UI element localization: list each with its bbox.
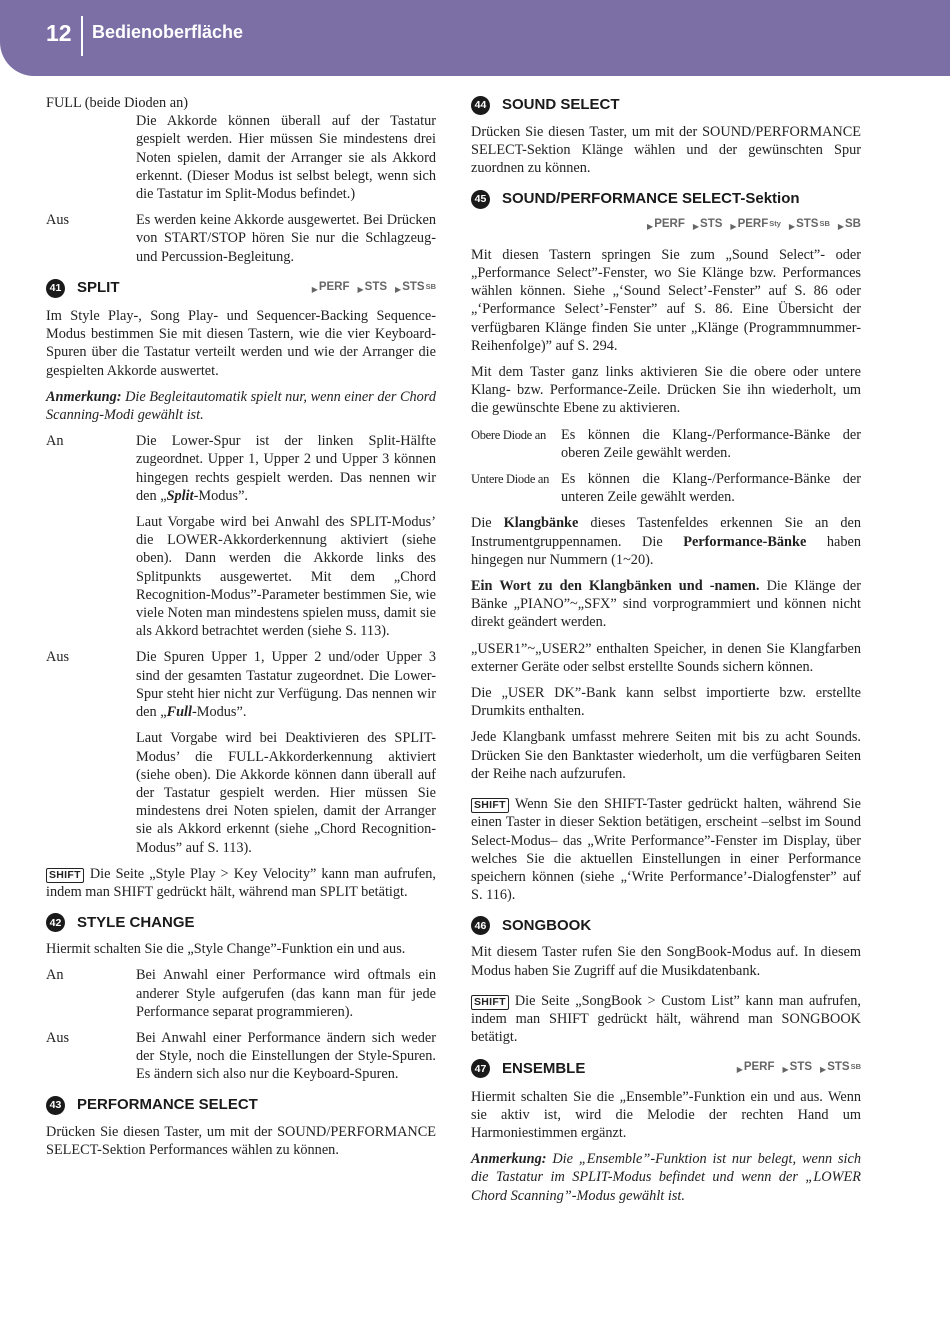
section-number-badge: 47: [471, 1059, 490, 1078]
definition-description: Die Lower-Spur ist der linken Split-Hälfte zugeordnet. Upper 1, Upper 2 und Upper 3 können hingegen rechts gespielt werden. Das nennen wir den „Split-Modus”. Laut Vorgabe wird bei Anwahl des SPLIT-Modus’ die LOWER-Akkorderkennung aktiviert (siehe oben). Dann werden die Akkorde links des Splitpunkts ausgewertet. Mit dem „Chord Recognition-Modus”-Parameter bestimmen Sie, wie viele Noten man mindestens spielen muss, damit sie als Akkord betrachtet werden (siehe S. 113).: [136, 433, 436, 640]
ein-wort-paragraph: Ein Wort zu den Klangbänken und -namen. Die Klänge der Bänke „PIANO”~„SFX” sind vorprogrammiert und können nicht direkt geändert werden.: [471, 578, 862, 631]
shift-key-icon: SHIFT: [471, 798, 509, 813]
definition-term: An: [46, 967, 64, 984]
sound-select-paragraph: Drücken Sie diesen Taster, um mit der SOUND/PERFORMANCE SELECT-Sektion Klänge wählen und der gewünschten Spur zuordnen zu können.: [471, 124, 861, 177]
section-title: SOUND/PERFORMANCE SELECT-Sektion: [502, 190, 800, 207]
shift-key-icon: SHIFT: [471, 995, 509, 1010]
sound-performance-shift-tip: SHIFT Wenn Sie den SHIFT-Taster gedrückt halten, während Sie einen Taster in dieser Sektion betätigen, erscheint –selbst im Sound Select-Modus– das „Write Performance”-Fenster im Display, über welches Sie die aktuellen Einstellungen in einer Performance speichern können (siehe „‘Write Performance’-Dialogfenster” auf S. 116).: [471, 796, 861, 904]
section-number-badge: 43: [46, 1096, 65, 1115]
section-number-badge: 45: [471, 190, 490, 209]
definition-aus-split: [46, 648, 436, 856]
definition-term: Aus: [46, 1029, 70, 1046]
songbook-paragraph: Mit diesem Taster rufen Sie den SongBook-Modus auf. In diesem Modus haben Sie Zugriff auf die Musikdatenbank.: [471, 944, 861, 979]
mode-sts-sb: ▶ STS SB: [789, 215, 830, 236]
triangle-icon: ▶: [647, 221, 654, 231]
section-number-badge: 42: [46, 913, 65, 932]
section-sound-performance-heading: [471, 190, 861, 209]
definition-untere-diode: [471, 470, 861, 506]
mode-sts: ▶ STS: [783, 1058, 813, 1079]
definition-description: Die Spuren Upper 1, Upper 2 und/oder Upper 3 sind der gesamten Tastatur zugeordnet. Die Lower-Spur steht hier nicht zur Verfügung. Das nennen wir den „Full-Modus”. Laut Vorgabe wird bei Deaktivieren des SPLIT-Modus’ die FULL-Akkorderkennung aktiviert (siehe oben). Die Akkorde können dann überall auf der Tastatur gespielt werden. Hier müssen Sie mindestens drei Noten spielen, damit der Arranger sie als Akkord erkennt (siehe „Chord Recognition-Modus” auf S. 113).: [136, 649, 436, 856]
section-style-change-heading: [46, 913, 436, 932]
page-number: 12: [46, 20, 72, 46]
triangle-icon: ▶: [357, 284, 364, 294]
page-header: [0, 0, 950, 76]
split-paragraph: Im Style Play-, Song Play- und Sequencer-Backing Sequence-Modus bestimmen Sie mit diesen Tastern, wie die vier Keyboard-Spuren über die Tastatur verteilt werden und wie der Arranger die gespielten Akkorde auswertet.: [46, 308, 436, 379]
mode-sts-sb: ▶ STS SB: [820, 1058, 861, 1079]
definition-description: Bei Anwahl einer Performance ändern sich weder der Style, noch die Einstellungen der Style-Spuren. Es ändern sich also nur die Keyboard-Spuren.: [136, 1029, 436, 1083]
definition-style-an: [46, 966, 436, 1021]
triangle-icon: ▶: [820, 1065, 827, 1075]
definition-obere-diode: [471, 426, 861, 462]
section-title: SONGBOOK: [502, 916, 592, 934]
section-performance-select-heading: [46, 1096, 436, 1115]
definition-term: Aus: [46, 649, 70, 666]
triangle-icon: ▶: [692, 221, 700, 231]
definition-term: Aus: [46, 212, 70, 229]
section-sound-select-heading: [471, 96, 861, 115]
triangle-icon: ▶: [730, 221, 737, 231]
section-title: PERFORMANCE SELECT: [77, 1095, 258, 1113]
full-description: Die Akkorde können überall auf der Tastatur gespielt werden. Hier müssen Sie mindestens drei Noten spielen, damit der Arranger sie als Akkord erkennt. (Dieser Modus ist selbst belegt, wenn sich die Tastatur im Split-Modus befindet.): [136, 113, 436, 203]
shift-key-icon: SHIFT: [46, 868, 84, 883]
split-note: Anmerkung: Die Begleitautomatik spielt nur, wenn einer der Chord Scanning-Modi gewählt ist.: [46, 388, 436, 424]
mode-perf: ▶ PERF: [737, 1058, 775, 1079]
performance-select-paragraph: Drücken Sie diesen Taster, um mit der SOUND/PERFORMANCE SELECT-Sektion Performances wählen zu können.: [46, 1123, 436, 1158]
triangle-icon: ▶: [311, 284, 318, 294]
section-title: SOUND SELECT: [502, 96, 620, 114]
left-column: [46, 94, 436, 1167]
triangle-icon: ▶: [395, 284, 402, 294]
definition-term: Obere Diode an: [471, 427, 546, 442]
definition-term: Untere Diode an: [471, 472, 550, 487]
section-number-badge: 46: [471, 916, 490, 935]
section-songbook-heading: [471, 916, 861, 935]
mode-perf-sty: ▶ PERF Sty: [730, 215, 781, 236]
definition-style-aus: [46, 1029, 436, 1084]
definition-description: Es können die Klang-/Performance-Bänke der unteren Zeile gewählt werden.: [561, 471, 861, 506]
section-title: STYLE CHANGE: [77, 913, 195, 931]
section-number-badge: 44: [471, 96, 490, 115]
section-title: SPLIT: [77, 279, 120, 297]
triangle-icon: ▶: [788, 221, 796, 231]
sound-performance-paragraph-1: Mit diesen Tastern springen Sie zum „Sound Select”- oder „Performance Select”-Fenster, wo Sie Klänge bzw. Performances wählen können. Siehe „‘Sound Select’-Fenster” auf S. 86 oder „‘Performance Select’-Fenster” auf S. 86. Eine Übersicht der verfügbaren Klänge finden Sie unter „Klänge (Programmnummer-Reihenfolge)” auf S. 294.: [471, 246, 861, 354]
mode-sts: ▶ STS: [358, 278, 388, 299]
section-ensemble-heading: [471, 1058, 861, 1079]
section-number-badge: 41: [46, 279, 65, 298]
definition-description: Es werden keine Akkorde ausgewertet. Bei Drücken von START/STOP hören Sie nur die Schlagzeug- und Percussion-Begleitung.: [136, 212, 436, 265]
definition-description: Es können die Klang-/Performance-Bänke der oberen Zeile gewählt werden.: [561, 426, 861, 461]
ensemble-note: Anmerkung: Die „Ensemble”-Funktion ist nur belegt, wenn sich die Tastatur im SPLIT-Modus befindet und wenn der „LOWER Chord Scanning”-Modus gewählt ist.: [471, 1151, 861, 1204]
definition-an: [46, 432, 436, 640]
header-divider: [81, 16, 83, 56]
user-paragraph: „USER1”~„USER2” enthalten Speicher, in denen Sie Klangfarben externer Geräte oder selbst erstellte Sounds sichern können.: [471, 640, 861, 675]
user-dk-paragraph: Die „USER DK”-Bank kann selbst importierte bzw. erstellte Drumkits enthalten.: [471, 685, 861, 720]
ensemble-paragraph: Hiermit schalten Sie die „Ensemble”-Funktion ein und aus. Wenn sie aktiv ist, wird die Melodie der rechten Hand um Harmoniestimmen ergänzt.: [471, 1088, 861, 1141]
triangle-icon: ▶: [837, 221, 845, 231]
right-column: [471, 94, 861, 1213]
mode-indicators: [737, 1058, 861, 1079]
section-title: ENSEMBLE: [502, 1059, 586, 1077]
split-shift-tip: SHIFT Die Seite „Style Play > Key Velocity” kann man aufrufen, indem man SHIFT gedrückt hält, während man SPLIT betätigt.: [46, 865, 436, 900]
sound-performance-paragraph-2: Mit dem Taster ganz links aktivieren Sie die obere oder untere Klang- bzw. Performance-Zeile. Drücken Sie ihn wiederholt, um die gewünschte Ebene zu aktivieren.: [471, 364, 861, 417]
mode-sts: ▶ STS: [693, 215, 723, 236]
definition-aus: [46, 211, 436, 266]
definition-description: Bei Anwahl einer Performance wird oftmals ein anderer Style aufgerufen (das kann man für jede Performance separat programmieren).: [136, 967, 436, 1020]
chapter-title: Bedienoberfläche: [92, 22, 244, 42]
style-change-paragraph: Hiermit schalten Sie die „Style Change”-Funktion ein und aus.: [46, 941, 406, 958]
full-term: FULL (beide Dioden an): [46, 95, 188, 111]
triangle-icon: ▶: [736, 1065, 743, 1075]
mode-sts-sb: ▶ STS SB: [395, 278, 436, 299]
mode-perf: ▶ PERF: [647, 215, 685, 236]
section-split-heading: [46, 278, 436, 299]
mode-perf: ▶ PERF: [312, 278, 350, 299]
triangle-icon: ▶: [782, 1065, 789, 1075]
klangbank-pages-paragraph: Jede Klangbank umfasst mehrere Seiten mit bis zu acht Sounds. Drücken Sie den Banktaster wiederholt, um die verfügbaren Seiten der Reihe nach aufzurufen.: [471, 729, 861, 782]
songbook-shift-tip: SHIFT Die Seite „SongBook > Custom List” kann man aufrufen, indem man SHIFT gedrückt hält, während man SONGBOOK betätigt.: [471, 992, 861, 1046]
klangbaenke-paragraph: Die Klangbänke dieses Tastenfeldes erkennen Sie an den Instrumentgruppennamen. Die Performance-Bänke haben hingegen nur Nummern (1~20).: [471, 515, 862, 568]
definition-term: An: [46, 433, 64, 450]
mode-indicators: [471, 215, 861, 236]
mode-indicators: [312, 278, 436, 299]
mode-sb: ▶ SB: [838, 215, 861, 236]
